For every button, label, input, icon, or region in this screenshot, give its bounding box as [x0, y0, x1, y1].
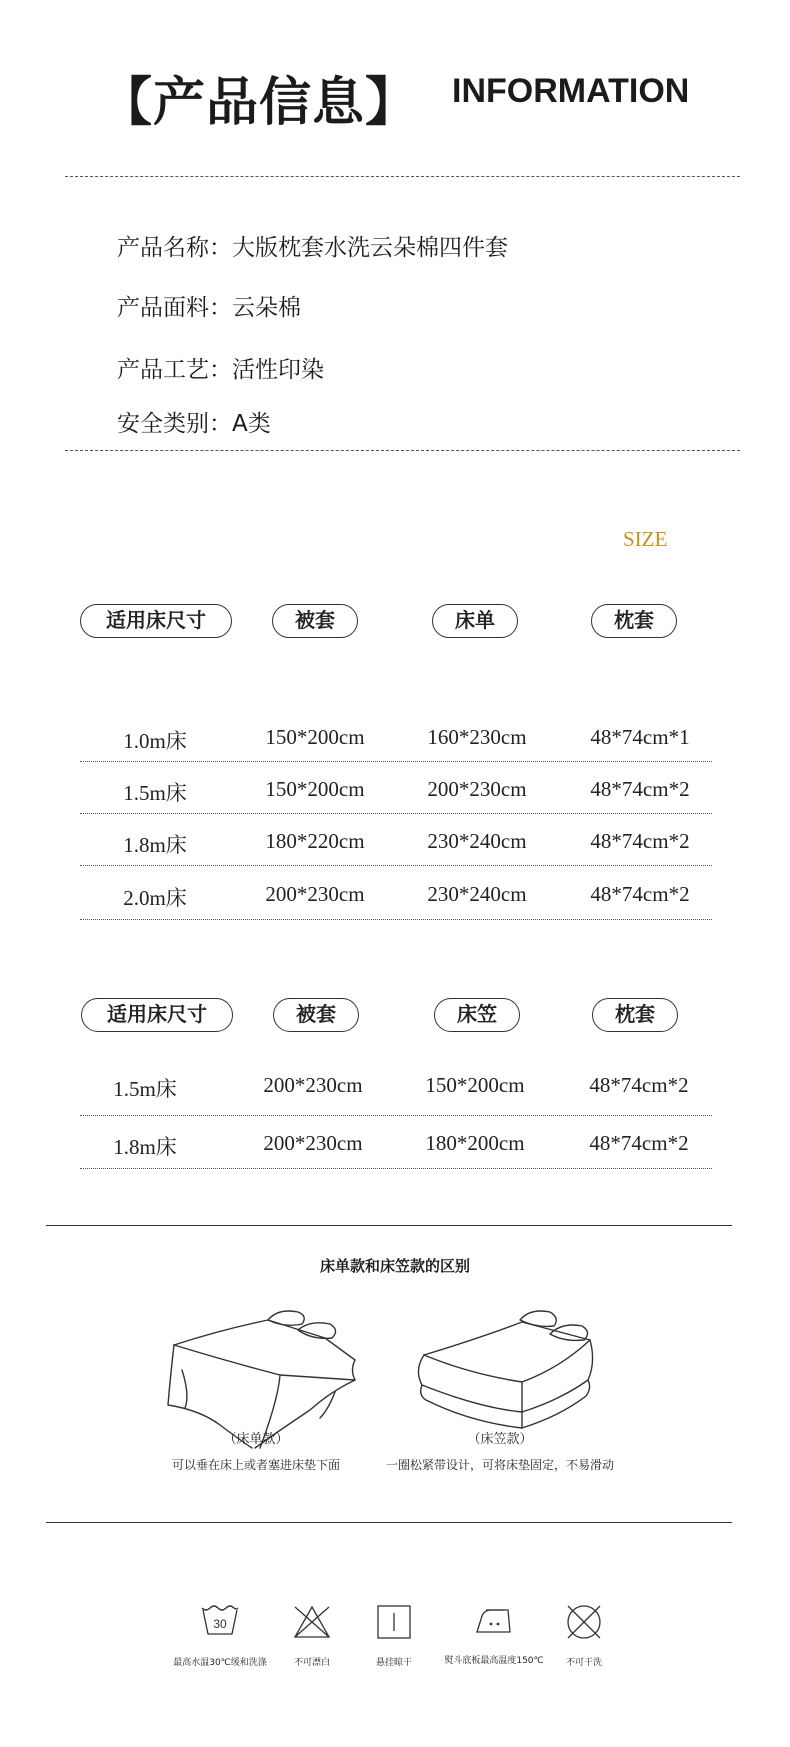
no-dry-clean-icon: [564, 1602, 604, 1642]
size-label: SIZE: [623, 527, 668, 551]
header-duvet: 被套: [272, 604, 358, 638]
sheet-description: 可以垂在床上或者塞进床垫下面: [171, 1458, 340, 1472]
info-process: 产品工艺：活性印染: [117, 357, 324, 383]
info-safety: 安全类别：A类: [117, 411, 271, 437]
header-pillowcase: 枕套: [591, 604, 677, 638]
row-divider: [80, 813, 712, 814]
header-bed-size: 适用床尺寸: [80, 604, 232, 638]
cell-sheet: 200*230cm: [427, 777, 527, 801]
wash-30-icon: [200, 1604, 240, 1638]
cell-duvet: 150*200cm: [265, 725, 365, 749]
cell-pillowcase: 48*74cm*2: [590, 829, 690, 853]
care-label-iron: 熨斗底板最高温度150℃: [444, 1656, 544, 1666]
row-divider: [80, 919, 712, 920]
divider: [65, 450, 740, 451]
cell-pillowcase: 48*74cm*2: [590, 882, 690, 906]
cell-pillowcase: 48*74cm*2: [589, 1073, 689, 1097]
info-fabric: 产品面料：云朵棉: [117, 295, 301, 321]
section-divider: [46, 1522, 732, 1523]
cell-bed-size: 1.0m床: [123, 729, 187, 753]
header-bed-size: 适用床尺寸: [81, 998, 233, 1032]
iron-150-icon: [474, 1606, 514, 1636]
page-title-english: INFORMATION: [452, 72, 690, 110]
care-label-no-dry-clean: 不可干洗: [565, 1658, 602, 1668]
care-label-no-bleach: 不可漂白: [293, 1658, 330, 1668]
difference-title: 床单款和床笠款的区别: [319, 1257, 470, 1275]
row-divider: [80, 1115, 712, 1116]
cell-bed-size: 1.5m床: [113, 1077, 177, 1101]
page-title: 【产品信息】: [100, 73, 419, 133]
cell-pillowcase: 48*74cm*1: [590, 725, 690, 749]
cell-duvet: 180*220cm: [265, 829, 365, 853]
cell-pillowcase: 48*74cm*2: [589, 1131, 689, 1155]
cell-duvet: 150*200cm: [265, 777, 365, 801]
cell-sheet: 160*230cm: [427, 725, 527, 749]
cell-duvet: 200*230cm: [265, 882, 365, 906]
care-label-hang-dry: 悬挂晾干: [375, 1658, 412, 1668]
cell-bed-size: 1.5m床: [123, 781, 187, 805]
cell-bed-size: 1.8m床: [113, 1135, 177, 1159]
header-duvet: 被套: [273, 998, 359, 1032]
care-label-wash: 最高水温30℃缓和洗涤: [173, 1658, 267, 1668]
row-divider: [80, 761, 712, 762]
section-divider: [46, 1225, 732, 1226]
fitted-sheet-bed-illustration: [410, 1300, 600, 1440]
divider: [65, 176, 740, 177]
no-bleach-icon: [292, 1604, 332, 1640]
cell-duvet: 200*230cm: [263, 1073, 363, 1097]
fitted-description: 一圈松紧带设计，可将床垫固定，不易滑动: [385, 1458, 614, 1472]
row-divider: [80, 865, 712, 866]
row-divider: [80, 1168, 712, 1169]
cell-bed-size: 2.0m床: [123, 886, 187, 910]
cell-fitted-sheet: 180*200cm: [425, 1131, 525, 1155]
cell-pillowcase: 48*74cm*2: [590, 777, 690, 801]
fitted-caption: （床笠款）: [467, 1432, 533, 1447]
cell-sheet: 230*240cm: [427, 829, 527, 853]
info-product-name: 产品名称：大版枕套水洗云朵棉四件套: [117, 235, 508, 261]
hang-dry-icon: [376, 1604, 412, 1640]
header-pillowcase: 枕套: [592, 998, 678, 1032]
cell-duvet: 200*230cm: [263, 1131, 363, 1155]
cell-sheet: 230*240cm: [427, 882, 527, 906]
header-sheet: 床单: [432, 604, 518, 638]
header-fitted-sheet: 床笠: [434, 998, 520, 1032]
sheet-caption: （床单款）: [223, 1432, 289, 1447]
cell-fitted-sheet: 150*200cm: [425, 1073, 525, 1097]
cell-bed-size: 1.8m床: [123, 833, 187, 857]
wash-temperature-number: 30: [213, 1617, 227, 1631]
